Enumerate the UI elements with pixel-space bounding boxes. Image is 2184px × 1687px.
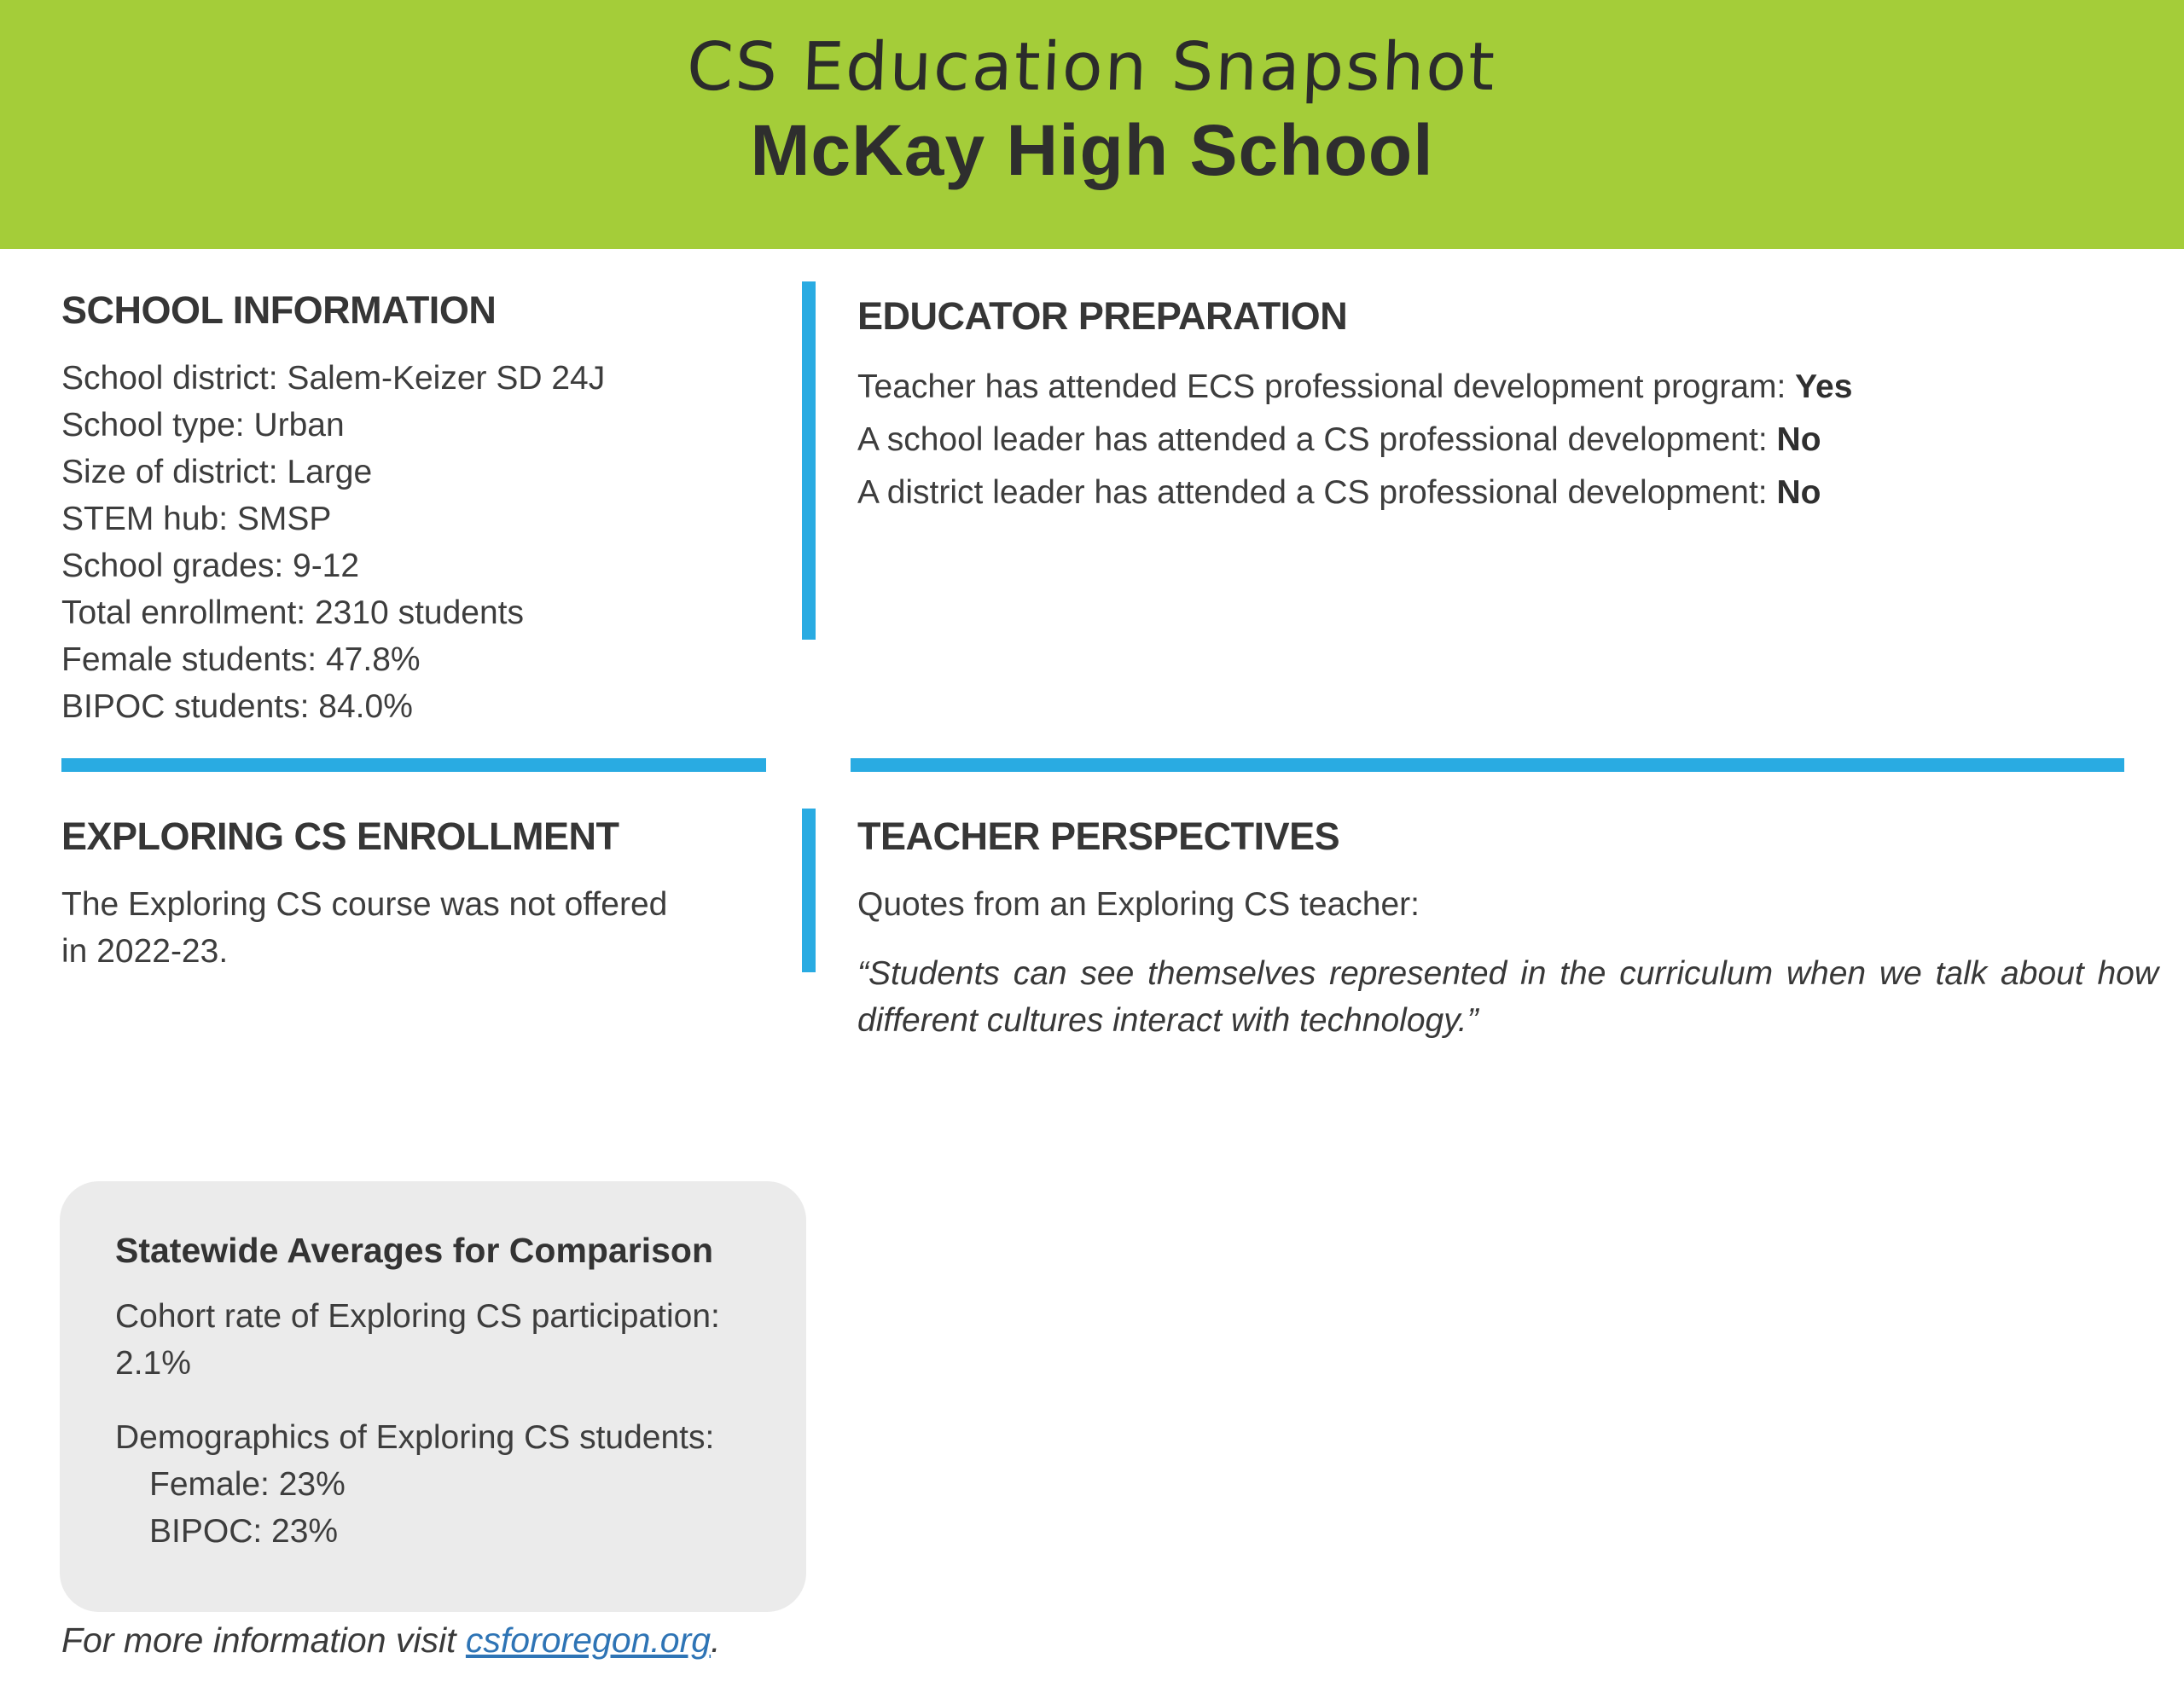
exploring-cs-heading: EXPLORING CS ENROLLMENT	[61, 815, 619, 858]
teacher-quote-intro: Quotes from an Exploring CS teacher:	[857, 886, 1420, 923]
school-info-line: Size of district: Large	[61, 454, 373, 490]
school-info-line: BIPOC students: 84.0%	[61, 688, 413, 725]
pd-value: No	[1776, 421, 1821, 458]
section-teacher-perspectives	[857, 815, 2158, 1044]
footer-note	[61, 1620, 720, 1661]
educator-section-accent-bar	[802, 281, 816, 640]
pd-label: A school leader has attended a CS professional development:	[857, 421, 1777, 458]
demographics-female: Female: 23%	[149, 1466, 346, 1503]
report-eyebrow-title: CS Education Snapshot	[685, 29, 1498, 106]
school-info-line: Female students: 47.8%	[61, 641, 421, 678]
school-info-line: School grades: 9-12	[61, 548, 360, 584]
section-school-information	[61, 288, 778, 730]
statewide-averages-heading: Statewide Averages for Comparison	[115, 1231, 713, 1270]
pd-value: Yes	[1795, 368, 1853, 405]
footer-period: .	[711, 1620, 721, 1660]
footer-text: For more information visit	[61, 1620, 466, 1660]
pd-label: A district leader has attended a CS professional development:	[857, 474, 1777, 511]
school-info-line: Total enrollment: 2310 students	[61, 594, 525, 631]
school-info-line: School district: Salem-Keizer SD 24J	[61, 360, 606, 397]
school-information-heading: SCHOOL INFORMATION	[61, 288, 497, 332]
statewide-averages-box	[60, 1181, 806, 1612]
section-exploring-cs-enrollment	[61, 815, 693, 975]
section-educator-preparation	[857, 294, 2163, 519]
demographics-bipoc: BIPOC: 23%	[149, 1513, 339, 1550]
school-info-line: School type: Urban	[61, 407, 345, 443]
school-info-line: STEM hub: SMSP	[61, 501, 332, 537]
teacher-section-accent-bar	[802, 809, 816, 972]
pd-label: Teacher has attended ECS professional development program:	[857, 368, 1796, 405]
exploring-cs-text: The Exploring CS course was not offered in 2022-23.	[61, 886, 668, 970]
csfororegon-link[interactable]: csfororegon.org	[465, 1620, 712, 1660]
header-banner	[0, 0, 2184, 249]
cohort-rate-text: Cohort rate of Exploring CS participation: 2.1%	[115, 1298, 720, 1382]
demographics-block	[115, 1414, 755, 1555]
educator-pd-line	[857, 414, 2163, 467]
teacher-perspectives-heading: TEACHER PERSPECTIVES	[857, 815, 1340, 858]
teacher-quote-text: “Students can see themselves represented in the curriculum when we talk about how different cultures interact with technology.”	[857, 955, 2158, 1039]
demographics-intro: Demographics of Exploring CS students:	[115, 1419, 715, 1456]
left-column-divider	[61, 758, 766, 772]
educator-pd-line	[857, 361, 2163, 414]
right-column-divider	[851, 758, 2124, 772]
pd-value: No	[1776, 474, 1821, 511]
educator-preparation-heading: EDUCATOR PREPARATION	[857, 294, 1348, 338]
page-title: McKay High School	[750, 110, 1434, 190]
educator-pd-line	[857, 467, 2163, 519]
